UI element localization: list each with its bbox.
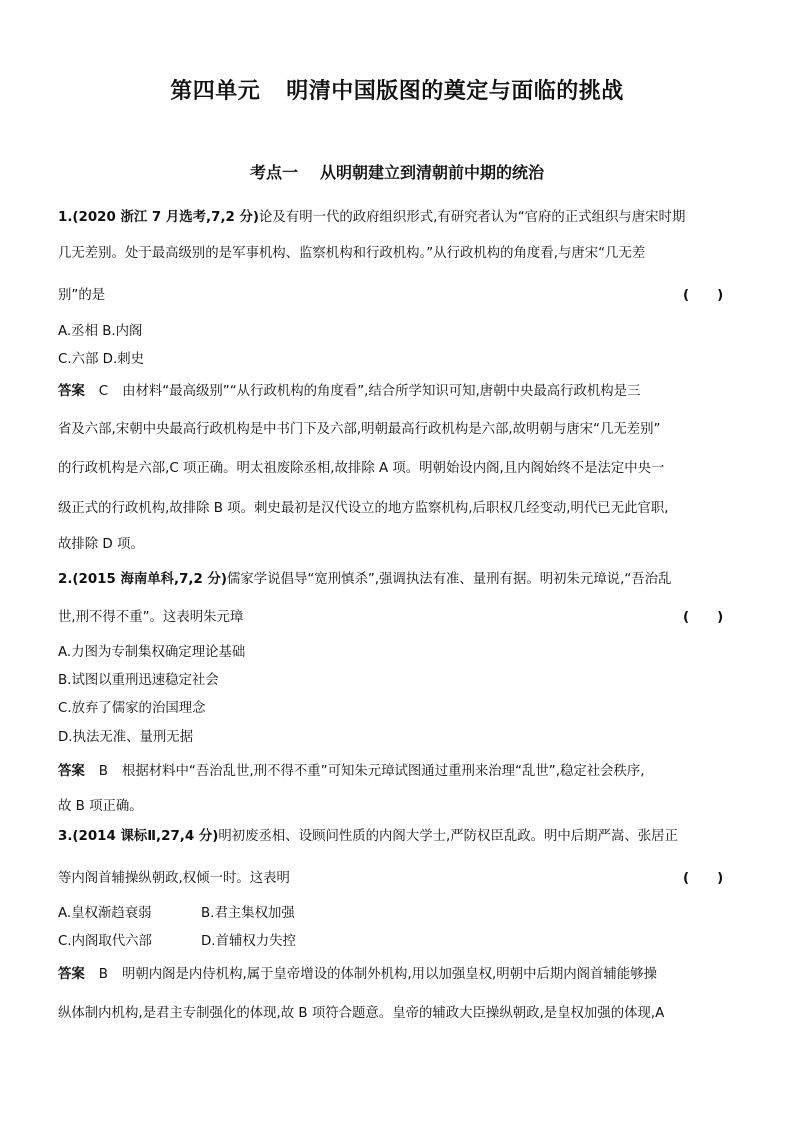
q3-option-a: A.皇权渐趋衰弱 <box>58 906 152 921</box>
q3-answer-letter: B <box>98 967 108 982</box>
q1-answer-line-2: 省及六部,宋朝中央最高行政机构是中书门下及六部,明朝最高行政机构是六部,故明朝与唐宋“几无差别” <box>58 422 661 437</box>
q1-option-row-1: A.丞相 B.内阁 <box>58 324 143 339</box>
q2-answer-line-1: 答案 B 根据材料中“吾治乱世,刑不得不重”可知朱元璋试图通过重刑来治理“乱世”,稳定社会秩序, <box>58 764 645 779</box>
answer-label: 答案 <box>58 384 85 399</box>
q2-option-d: D.执法无准、量刑无据 <box>58 730 194 745</box>
q3-option-c: C.内阁取代六部 <box>58 934 152 949</box>
q1-source: 1.(2020 浙江 7 月选考,7,2 分) <box>58 210 260 225</box>
q1-answer-line-4: 级正式的行政机构,故排除 B 项。刺史最初是汉代设立的地方监察机构,后职权几经变动,明代已无此官职, <box>58 501 669 516</box>
section-number: 考点一 <box>249 163 298 182</box>
q1-answer-line-5: 故排除 D 项。 <box>58 537 144 552</box>
answer-label: 答案 <box>58 967 85 982</box>
q2-option-a: A.力图为专制集权确定理论基础 <box>58 645 246 660</box>
unit-name: 明清中国版图的奠定与面临的挑战 <box>286 79 624 104</box>
section-heading <box>0 160 794 183</box>
q1-answer-blank: ( ) <box>683 288 724 303</box>
q2-answer-blank: ( ) <box>683 610 724 625</box>
q2-answer-letter: B <box>98 764 108 779</box>
q2-line-2: 世,刑不得不重”。这表明朱元璋 <box>58 610 244 625</box>
q2-option-c: C.放弃了儒家的治国理念 <box>58 701 206 716</box>
unit-title <box>0 74 794 105</box>
q2-source: 2.(2015 海南单科,7,2 分) <box>58 572 227 587</box>
q3-line-2: 等内阁首辅操纵朝政,权倾一时。这表明 <box>58 871 290 886</box>
unit-number: 第四单元 <box>170 79 261 104</box>
q3-option-b: B.君主集权加强 <box>201 906 295 921</box>
q1-answer-line-3: 的行政机构是六部,C 项正确。明太祖废除丞相,故排除 A 项。明朝始设内阁,且内阁始终不是法定中央一 <box>58 461 665 476</box>
q3-source: 3.(2014 课标Ⅱ,27,4 分) <box>58 829 219 844</box>
q3-option-d: D.首辅权力失控 <box>201 934 296 949</box>
q1-option-row-2: C.六部 D.刺史 <box>58 352 144 367</box>
q1-line-3: 别”的是 <box>58 288 106 303</box>
q2-line-1: 2.(2015 海南单科,7,2 分)儒家学说倡导“宽刑慎杀”,强调执法有准、量刑有据。明初朱元璋说,“吾治乱 <box>58 572 672 587</box>
q1-line-2: 几无差别。处于最高级别的是军事机构、监察机构和行政机构。”从行政机构的角度看,与唐宋“几无差 <box>58 246 646 261</box>
q1-answer-line-1: 答案 C 由材料“最高级别”“从行政机构的角度看”,结合所学知识可知,唐朝中央最高行政机构是三 <box>58 384 641 399</box>
q2-answer-line-2: 故 B 项正确。 <box>58 799 143 814</box>
section-name: 从明朝建立到清朝前中期的统治 <box>320 163 545 182</box>
q2-option-b: B.试图以重刑迅速稳定社会 <box>58 673 219 688</box>
q3-answer-line-2: 纵体制内机构,是君主专制强化的体现,故 B 项符合题意。皇帝的辅政大臣操纵朝政,是皇权加强的体现,A <box>58 1006 665 1021</box>
q3-answer-blank: ( ) <box>683 871 724 886</box>
q3-answer-line-1: 答案 B 明朝内阁是内侍机构,属于皇帝增设的体制外机构,用以加强皇权,明朝中后期内阁首辅能够操 <box>58 967 657 982</box>
answer-label: 答案 <box>58 764 85 779</box>
q1-answer-letter: C <box>98 384 109 399</box>
q1-line-1: 1.(2020 浙江 7 月选考,7,2 分)论及有明一代的政府组织形式,有研究者认为“官府的正式组织与唐宋时期 <box>58 210 686 225</box>
q3-line-1: 3.(2014 课标Ⅱ,27,4 分)明初废丞相、设顾问性质的内阁大学士,严防权臣乱政。明中后期严嵩、张居正 <box>58 829 678 844</box>
